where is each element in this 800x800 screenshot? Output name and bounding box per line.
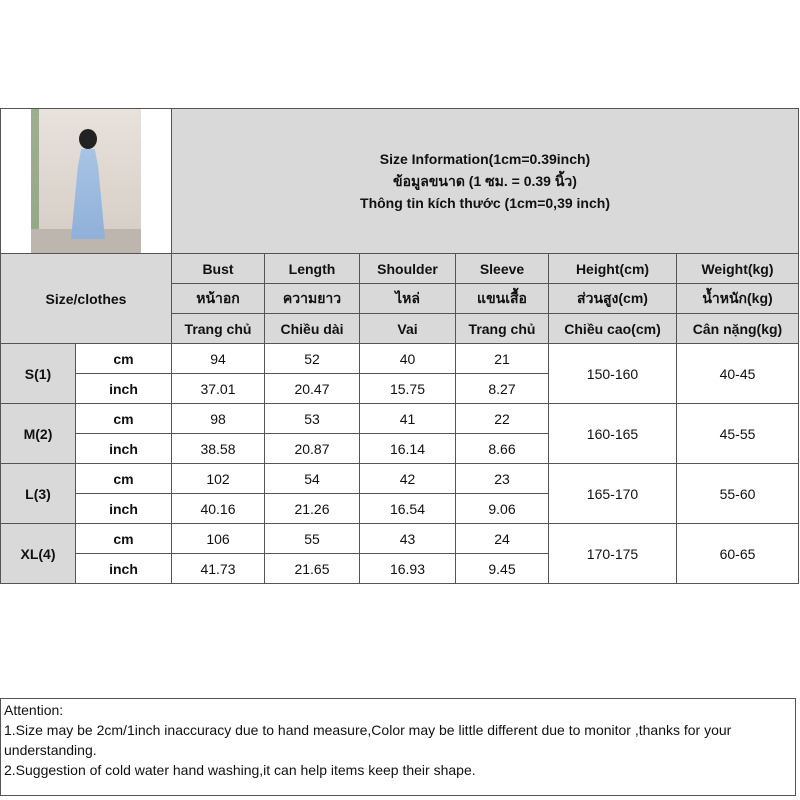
size-info-th: ข้อมูลขนาด (1 ซม. = 0.39 นิ้ว) bbox=[393, 173, 577, 189]
size-s-label: S(1) bbox=[1, 344, 76, 404]
col-length-th: ความยาว bbox=[265, 284, 360, 314]
table-cell: 41 bbox=[360, 404, 456, 434]
unit-inch: inch bbox=[76, 434, 172, 464]
table-cell: 16.14 bbox=[360, 434, 456, 464]
product-photo-cell bbox=[1, 109, 172, 254]
table-cell: 21.26 bbox=[265, 494, 360, 524]
unit-inch: inch bbox=[76, 554, 172, 584]
table-cell: 9.06 bbox=[456, 494, 549, 524]
col-height-th: ส่วนสูง(cm) bbox=[549, 284, 677, 314]
unit-cm: cm bbox=[76, 404, 172, 434]
col-sleeve-th: แขนเสื้อ bbox=[456, 284, 549, 314]
blue-dress-figure bbox=[71, 149, 105, 239]
table-cell: 21.65 bbox=[265, 554, 360, 584]
table-cell: 24 bbox=[456, 524, 549, 554]
table-cell: 22 bbox=[456, 404, 549, 434]
size-chart bbox=[0, 108, 798, 778]
col-bust-en: Bust bbox=[172, 254, 265, 284]
table-cell: 98 bbox=[172, 404, 265, 434]
table-cell: 15.75 bbox=[360, 374, 456, 404]
col-sleeve-en: Sleeve bbox=[456, 254, 549, 284]
table-cell: 40.16 bbox=[172, 494, 265, 524]
size-table bbox=[0, 108, 799, 584]
table-cell: 52 bbox=[265, 344, 360, 374]
unit-cm: cm bbox=[76, 524, 172, 554]
table-cell: 8.27 bbox=[456, 374, 549, 404]
size-info-vi: Thông tin kích thước (1cm=0,39 inch) bbox=[360, 195, 610, 211]
table-cell: 53 bbox=[265, 404, 360, 434]
table-cell: 9.45 bbox=[456, 554, 549, 584]
unit-cm: cm bbox=[76, 464, 172, 494]
col-sleeve-vi: Trang chủ bbox=[456, 314, 549, 344]
unit-inch: inch bbox=[76, 374, 172, 404]
col-length-vi: Chiều dài bbox=[265, 314, 360, 344]
unit-cm: cm bbox=[76, 344, 172, 374]
weight-cell: 60-65 bbox=[677, 524, 799, 584]
col-shoulder-th: ไหล่ bbox=[360, 284, 456, 314]
attention-title: Attention: bbox=[4, 702, 64, 718]
table-cell: 106 bbox=[172, 524, 265, 554]
table-cell: 54 bbox=[265, 464, 360, 494]
product-photo bbox=[31, 109, 141, 253]
table-cell: 20.87 bbox=[265, 434, 360, 464]
table-cell: 102 bbox=[172, 464, 265, 494]
size-m-label: M(2) bbox=[1, 404, 76, 464]
table-cell: 20.47 bbox=[265, 374, 360, 404]
col-bust-th: หน้าอก bbox=[172, 284, 265, 314]
col-weight-vi: Cân nặng(kg) bbox=[677, 314, 799, 344]
col-bust-vi: Trang chủ bbox=[172, 314, 265, 344]
height-cell: 160-165 bbox=[549, 404, 677, 464]
table-cell: 43 bbox=[360, 524, 456, 554]
col-shoulder-en: Shoulder bbox=[360, 254, 456, 284]
size-info-en: Size Information(1cm=0.39inch) bbox=[379, 151, 591, 167]
size-l-label: L(3) bbox=[1, 464, 76, 524]
weight-cell: 55-60 bbox=[677, 464, 799, 524]
table-cell: 40 bbox=[360, 344, 456, 374]
height-cell: 150-160 bbox=[549, 344, 677, 404]
col-weight-en: Weight(kg) bbox=[677, 254, 799, 284]
size-clothes-label: Size/clothes bbox=[1, 254, 172, 344]
table-cell: 55 bbox=[265, 524, 360, 554]
table-cell: 23 bbox=[456, 464, 549, 494]
model-head bbox=[79, 129, 97, 149]
table-cell: 21 bbox=[456, 344, 549, 374]
table-cell: 16.93 bbox=[360, 554, 456, 584]
table-cell: 42 bbox=[360, 464, 456, 494]
attention-notes bbox=[0, 698, 796, 796]
col-length-en: Length bbox=[265, 254, 360, 284]
col-height-vi: Chiều cao(cm) bbox=[549, 314, 677, 344]
col-height-en: Height(cm) bbox=[549, 254, 677, 284]
table-cell: 38.58 bbox=[172, 434, 265, 464]
height-cell: 165-170 bbox=[549, 464, 677, 524]
height-cell: 170-175 bbox=[549, 524, 677, 584]
col-shoulder-vi: Vai bbox=[360, 314, 456, 344]
unit-inch: inch bbox=[76, 494, 172, 524]
attention-line-2: 2.Suggestion of cold water hand washing,it can help items keep their shape. bbox=[4, 762, 476, 778]
table-cell: 41.73 bbox=[172, 554, 265, 584]
table-cell: 37.01 bbox=[172, 374, 265, 404]
size-xl-label: XL(4) bbox=[1, 524, 76, 584]
size-information-cell bbox=[172, 109, 799, 254]
table-cell: 16.54 bbox=[360, 494, 456, 524]
weight-cell: 40-45 bbox=[677, 344, 799, 404]
weight-cell: 45-55 bbox=[677, 404, 799, 464]
table-cell: 8.66 bbox=[456, 434, 549, 464]
attention-line-1: 1.Size may be 2cm/1inch inaccuracy due to hand measure,Color may be little different due to monitor ,thanks for your understanding. bbox=[4, 722, 732, 758]
table-cell: 94 bbox=[172, 344, 265, 374]
col-weight-th: น้ำหนัก(kg) bbox=[677, 284, 799, 314]
